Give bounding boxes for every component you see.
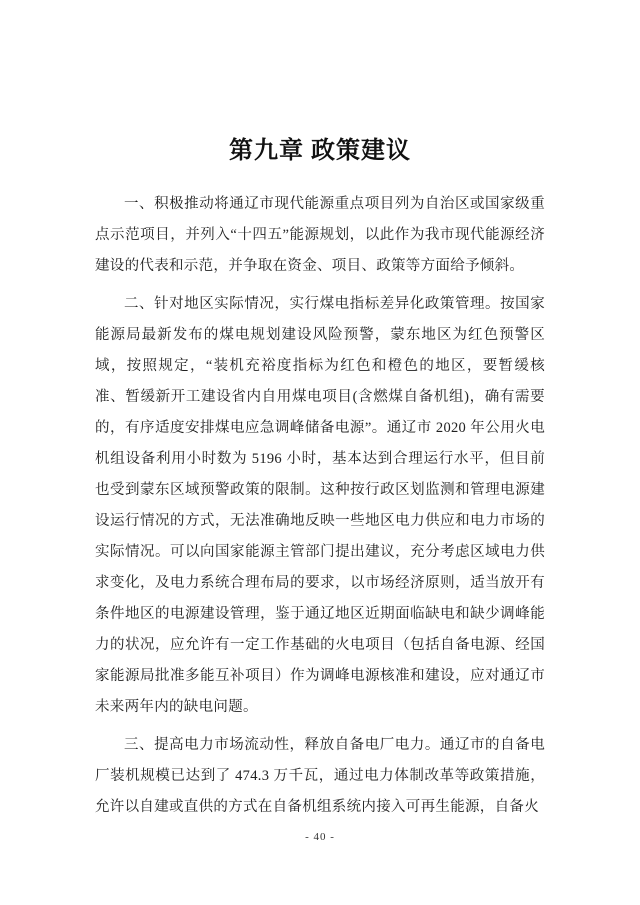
chapter-title: 第九章 政策建议 (229, 138, 411, 164)
body-paragraph-3: 三、提高电力市场流动性，释放自备电厂电力。通辽市的自备电厂装机规模已达到了 474.3 万千瓦，通过电力体制改革等政策措施，允许以自建或直供的方式在自备机组系统内接入可再生能源，自备火 (95, 737, 545, 815)
page-number: - 40 - (305, 831, 335, 843)
body-paragraph-1: 一、积极推动将通辽市现代能源重点项目列为自治区或国家级重点示范项目，并列入“十四五”能源规划，以此作为我市现代能源经济建设的代表和示范，并争取在资金、项目、政策等方面给予倾斜。 (95, 196, 545, 274)
body-paragraph-2: 二、针对地区实际情况，实行煤电指标差异化政策管理。按国家能源局最新发布的煤电规划建设风险预警，蒙东地区为红色预警区域，按照规定，“装机充裕度指标为红色和橙色的地区，要暂缓核准、暂缓新开工建设省内自用煤电项目(含燃煤自备机组)，确有需要的，有序适度安排煤电应急调峰储备电源”。通辽市 2020 年公用火电机组设备利用小时数为 5196 小时，基本达到合理运行水平，但目前也受到蒙东区域预警政策的限制。这种按行政区划监测和管理电源建设运行情况的方式，无法准确地反映一些地区电力供应和电力市场的实际情况。可以向国家能源主管部门提出建议，充分考虑区域电力供求变化，及电力系统合理布局的要求，以市场经济原则，适当放开有条件地区的电源建设管理，鉴于通辽地区近期面临缺电和缺少调峰能力的状况，应允许有一定工作基础的火电项目（包括自备电源、经国家能源局批准多能互补项目）作为调峰电源核准和建设，应对通辽市未来两年内的缺电问题。 (95, 296, 545, 715)
